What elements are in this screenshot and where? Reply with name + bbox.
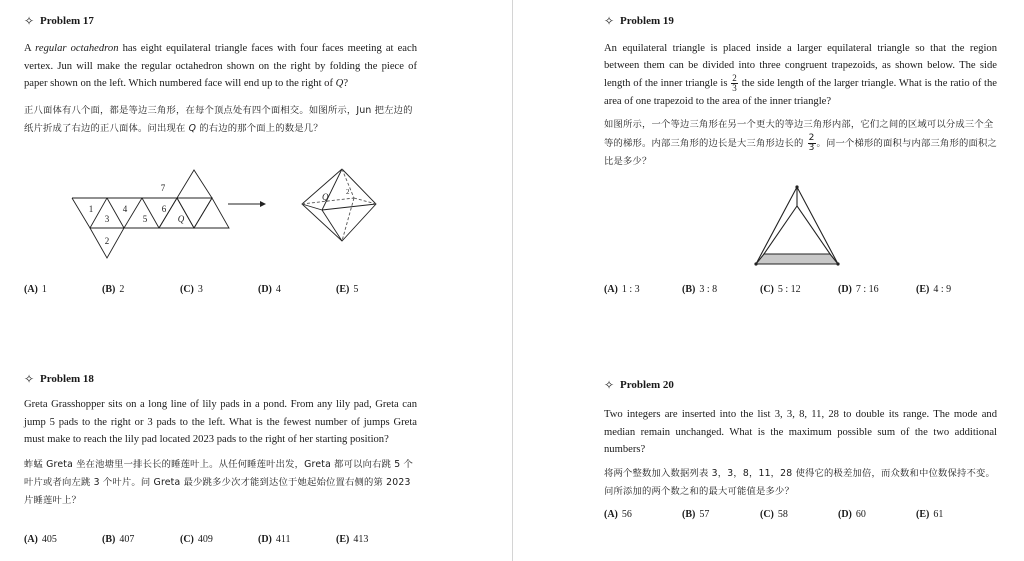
problem-20-english: Two integers are inserted into the list 3, 3, 8, 11, 28 to double its range. The mode and median remain unchanged. What is the maximum possible sum of the two additional numbers? (604, 409, 997, 455)
choice-e[interactable]: (E) 5 (336, 284, 359, 295)
problem-19 (604, 14, 997, 171)
problem-19-triangle-figure (750, 184, 850, 268)
net-label-6: 6 (161, 204, 167, 214)
problem-20-chinese: 将两个整数加入数据列表 3，3，8，11，28 使得它的极差加倍，而众数和中位数保持不变。问所添加的两个数之和的最大可能值是多少？ (604, 467, 996, 497)
problem-18-chinese: 蚱蜢 Greta 坐在池塘里一排长长的睡莲叶上。从任何睡莲叶出发，Greta 都可以向右跳 5 个叶片或者向左跳 3 个叶片。问 Greta 最少跳多少次才能到达位于她起始位置右侧的第 2023 片睡莲叶上？ (24, 458, 414, 506)
problem-19-choices (604, 284, 994, 295)
problem-17-heading (24, 14, 417, 28)
choice-b[interactable]: (B) 3 : 8 (682, 284, 718, 295)
octahedron-labels (322, 188, 350, 202)
problem-17 (24, 14, 417, 138)
problem-20-choices (604, 509, 994, 520)
problem-19-chinese: 如图所示，一个等边三角形在另一个更大的等边三角形内部，它们之间的区域可以分成三个全等的梯形。内部三角形的边长是大三角形边长的 $\frac{2}{3}$ 。问一个梯形的面积与内部三角形的面积之比是多少？ (604, 119, 997, 167)
problem-18 (24, 372, 417, 510)
net-diagram (72, 170, 229, 258)
problem-19-title: Problem 19 (620, 15, 674, 27)
choice-a[interactable]: (A) 405 (24, 534, 57, 545)
choice-e[interactable]: (E) 61 (916, 509, 944, 520)
choice-d[interactable]: (D) 4 (258, 284, 281, 295)
problem-17-title: Problem 17 (40, 15, 94, 27)
choice-c[interactable]: (C) 58 (760, 509, 788, 520)
problem-19-english: An equilateral triangle is placed inside a larger equilateral triangle so that the region between them can be divided into three congruent trapezoids, as shown below. The side length of the inner triangle is $\frac{2}{3}$ the side length of the larger triangle. What is the ratio of the area of one trapezoid to the area of the inner triangle? (604, 43, 998, 107)
problem-19-heading (604, 14, 997, 28)
choice-c[interactable]: (C) 5 : 12 (760, 284, 801, 295)
fraction: $\frac{2}{3}$ (808, 133, 815, 153)
choice-d[interactable]: (D) 60 (838, 509, 866, 520)
net-labels (89, 183, 185, 246)
sparkle-icon: ✧ (604, 377, 615, 392)
choice-b[interactable]: (B) 57 (682, 509, 710, 520)
problem-20 (604, 378, 997, 501)
choice-a[interactable]: (A) 1 (24, 284, 47, 295)
net-label-q: Q (177, 214, 185, 224)
choice-a[interactable]: (A) 56 (604, 509, 632, 520)
choice-c[interactable]: (C) 409 (180, 534, 213, 545)
fraction: $\frac{2}{3}$ (732, 73, 737, 93)
oct-label-q: Q (322, 192, 329, 202)
choice-e[interactable]: (E) 4 : 9 (916, 284, 952, 295)
choice-c[interactable]: (C) 3 (180, 284, 203, 295)
octahedron-diagram (302, 169, 376, 241)
sparkle-icon: ✧ (24, 13, 35, 28)
sparkle-icon: ✧ (604, 13, 615, 28)
choice-a[interactable]: (A) 1 : 3 (604, 284, 640, 295)
problem-20-heading (604, 378, 997, 392)
choice-b[interactable]: (B) 407 (102, 534, 135, 545)
net-label-2: 2 (104, 236, 110, 246)
net-label-5: 5 (142, 214, 148, 224)
problem-18-title: Problem 18 (40, 373, 94, 385)
net-label-7: 7 (160, 183, 166, 193)
choice-d[interactable]: (D) 411 (258, 534, 291, 545)
problem-17-chinese: 正八面体有八个面，都是等边三角形，在每个顶点处有四个面相交。如图所示，Jun 把左边的纸片折成了右边的正八面体。问出现在 Q 的右边的那个面上的数是几？ (24, 104, 413, 134)
shaded-trapezoid (756, 254, 838, 264)
oct-label-2: 2 (346, 188, 350, 196)
problem-18-english: Greta Grasshopper sits on a long line of lily pads in a pond. From any lily pad, Greta can jump 5 pads to the right or 3 pads to the left. What is the fewest number of jumps Greta must make to reach the lily pad located 2023 pads to the right of her starting position? (24, 399, 417, 445)
problem-20-title: Problem 20 (620, 379, 674, 391)
problem-17-english: A regular octahedron has eight equilateral triangle faces with four faces meeting at each vertex. Jun will make the regular octahedron shown on the right by folding the piece of paper shown on the left. Which numbered face will end up to the right of Q? (24, 43, 417, 89)
problem-18-choices (24, 534, 414, 545)
arrow-icon (228, 201, 266, 207)
choice-d[interactable]: (D) 7 : 16 (838, 284, 879, 295)
choice-e[interactable]: (E) 413 (336, 534, 369, 545)
choice-b[interactable]: (B) 2 (102, 284, 125, 295)
sparkle-icon: ✧ (24, 371, 35, 386)
problem-17-figure (60, 164, 380, 268)
problem-17-choices (24, 284, 414, 295)
net-label-1: 1 (88, 204, 94, 214)
problem-18-heading (24, 372, 417, 386)
page-divider (512, 0, 513, 561)
net-label-3: 3 (104, 214, 110, 224)
net-label-4: 4 (122, 204, 128, 214)
